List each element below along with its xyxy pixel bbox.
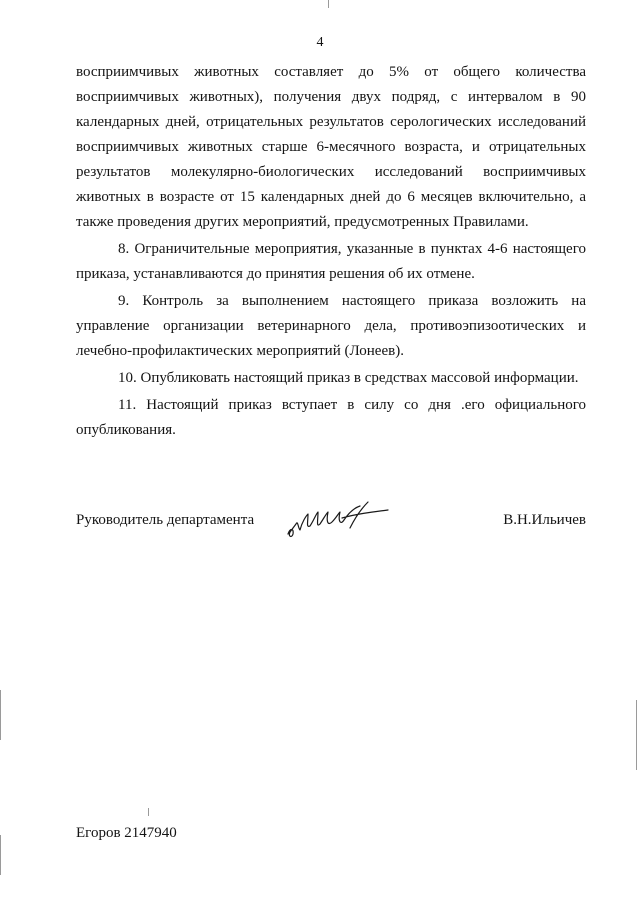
executor-note: Егоров 2147940 bbox=[76, 825, 177, 841]
scan-edge-mark bbox=[328, 0, 329, 8]
handwritten-signature bbox=[284, 498, 394, 540]
paragraph-item-11: 11. Настоящий приказ вступает в силу со дня .его официального опубликования. bbox=[76, 397, 586, 438]
document-body bbox=[76, 60, 586, 443]
paragraph-item-9: 9. Контроль за выполнением настоящего приказа возложить на управление организации ветеринарного дела, противоэпизоотических и лечебно-профилактических мероприятий (Лонеев). bbox=[76, 293, 586, 359]
paragraph-continuation: восприимчивых животных составляет до 5% от общего количества восприимчивых животных), получения двух подряд, с интервалом в 90 календарных дней, отрицательных результатов серологических исследований восприимчивых животных старше 6-месячного возраста, и отрицательных результатов молекулярно-биологических исследований восприимчивых животных в возрасте от 15 календарных дней до 6 месяцев включительно, а также проведения других мероприятий, предусмотренных Правилами. bbox=[76, 64, 586, 230]
signatory-title: Руководитель департамента bbox=[76, 512, 255, 528]
scan-edge-mark bbox=[636, 700, 637, 770]
signature-block bbox=[76, 510, 586, 540]
signatory-name: В.Н.Ильичев bbox=[503, 512, 586, 528]
paragraph-item-10: 10. Опубликовать настоящий приказ в средствах массовой информации. bbox=[118, 370, 579, 386]
scan-edge-mark bbox=[0, 690, 1, 740]
page-number: 4 bbox=[316, 35, 324, 50]
scan-edge-mark bbox=[148, 808, 149, 816]
scan-edge-mark bbox=[0, 835, 1, 875]
paragraph-item-8: 8. Ограничительные мероприятия, указанные в пунктах 4-6 настоящего приказа, устанавливаются до принятия решения об их отмене. bbox=[76, 241, 586, 282]
